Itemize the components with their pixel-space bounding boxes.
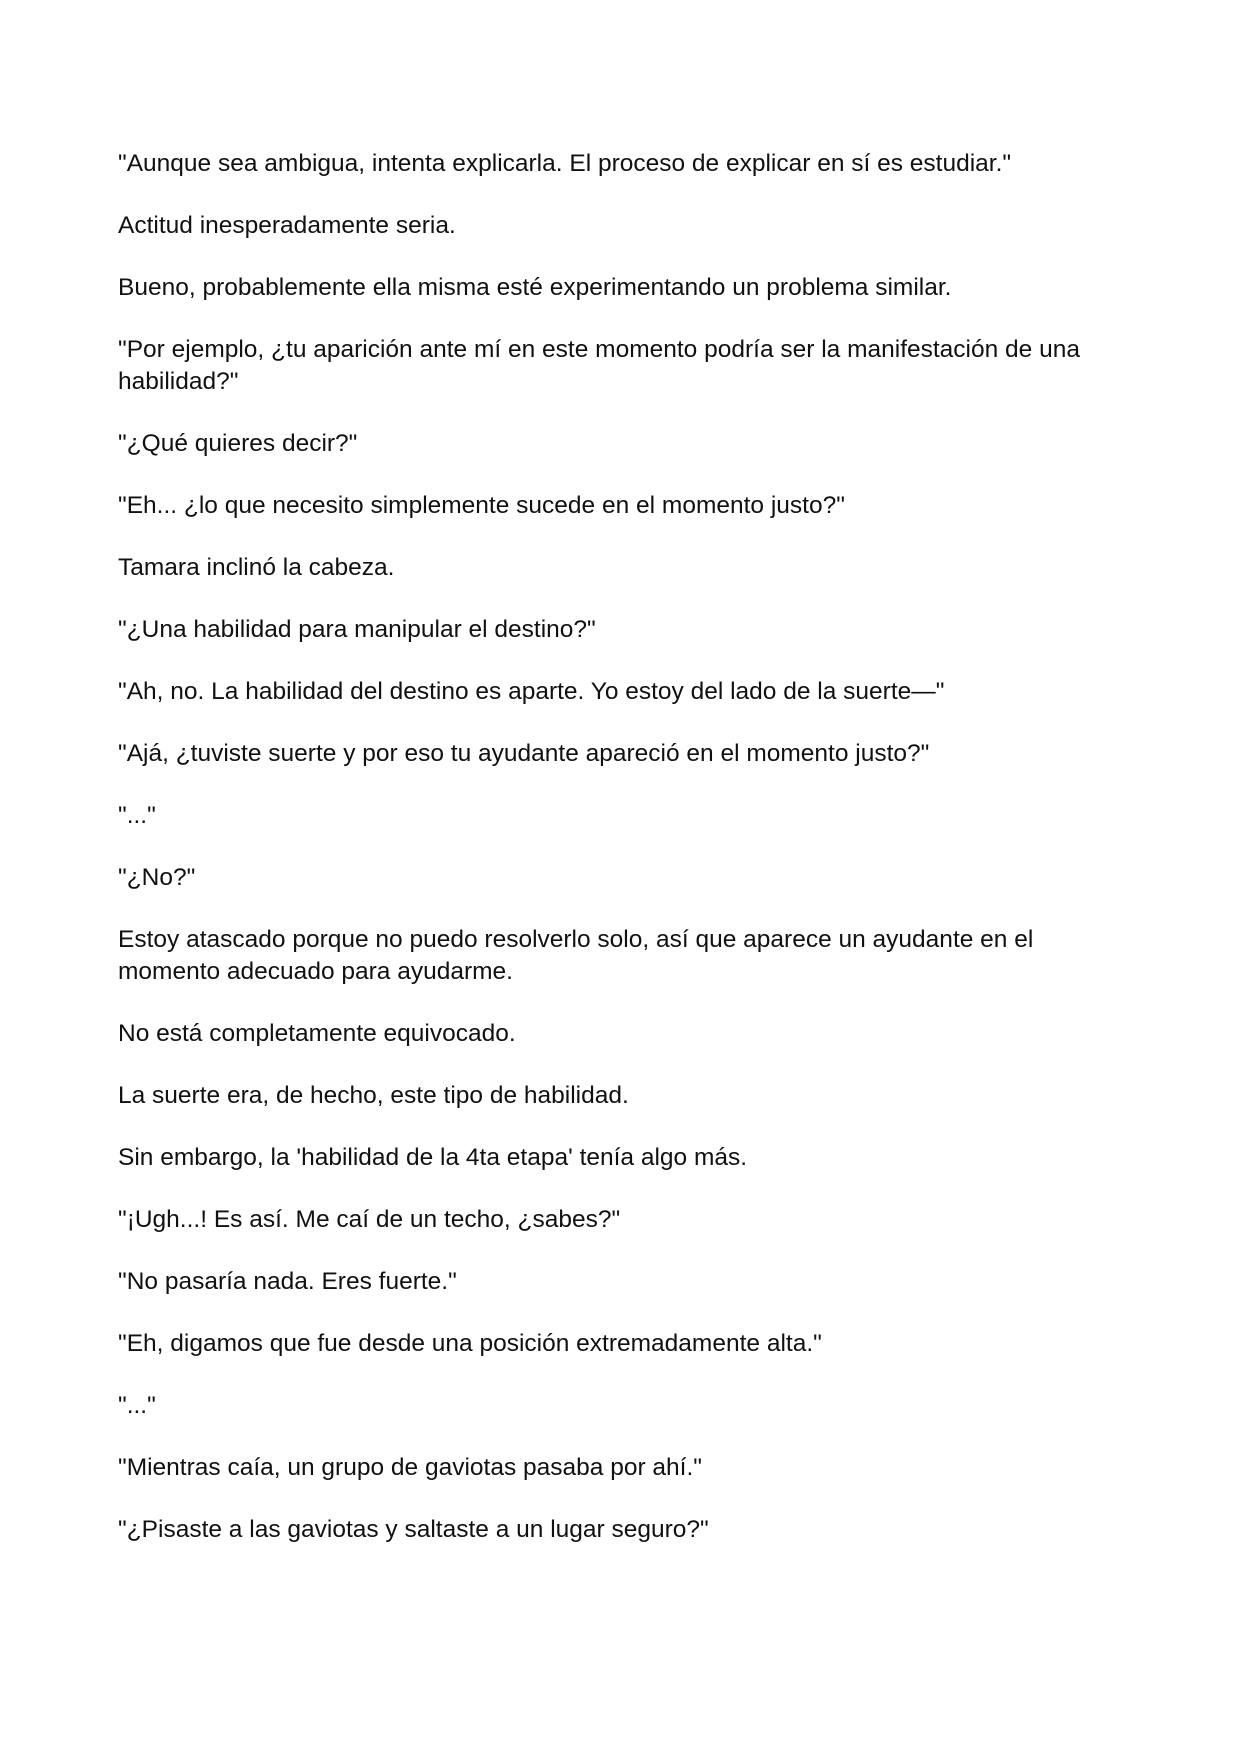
paragraph: "¿No?" (118, 864, 196, 891)
paragraph: "Mientras caía, un grupo de gaviotas pasaba por ahí." (118, 1454, 702, 1481)
paragraph: "Por ejemplo, ¿tu aparición ante mí en este momento podría ser la manifestación de una habilidad?" (118, 336, 1080, 395)
paragraph: La suerte era, de hecho, este tipo de habilidad. (118, 1082, 629, 1109)
document-page (118, 148, 1138, 1576)
paragraph: "..." (118, 802, 156, 829)
paragraph: "..." (118, 1392, 156, 1419)
paragraph: "¡Ugh...! Es así. Me caí de un techo, ¿sabes?" (118, 1206, 621, 1233)
paragraph: No está completamente equivocado. (118, 1020, 516, 1047)
paragraph: "Aunque sea ambigua, intenta explicarla. El proceso de explicar en sí es estudiar." (118, 150, 1012, 177)
paragraph: "¿Qué quieres decir?" (118, 430, 358, 457)
paragraph: Tamara inclinó la cabeza. (118, 554, 395, 581)
paragraph: Estoy atascado porque no puedo resolverlo solo, así que aparece un ayudante en el momento adecuado para ayudarme. (118, 926, 1034, 985)
paragraph: "Ah, no. La habilidad del destino es aparte. Yo estoy del lado de la suerte—" (118, 678, 945, 705)
paragraph: "Ajá, ¿tuviste suerte y por eso tu ayudante apareció en el momento justo?" (118, 740, 930, 767)
paragraph: Sin embargo, la 'habilidad de la 4ta etapa' tenía algo más. (118, 1144, 748, 1171)
paragraph: "Eh, digamos que fue desde una posición extremadamente alta." (118, 1330, 822, 1357)
paragraph: "¿Pisaste a las gaviotas y saltaste a un lugar seguro?" (118, 1516, 709, 1543)
paragraph: "Eh... ¿lo que necesito simplemente sucede en el momento justo?" (118, 492, 845, 519)
paragraph: "¿Una habilidad para manipular el destino?" (118, 616, 596, 643)
paragraph: "No pasaría nada. Eres fuerte." (118, 1268, 457, 1295)
paragraph: Actitud inesperadamente seria. (118, 212, 456, 239)
paragraph: Bueno, probablemente ella misma esté experimentando un problema similar. (118, 274, 952, 301)
